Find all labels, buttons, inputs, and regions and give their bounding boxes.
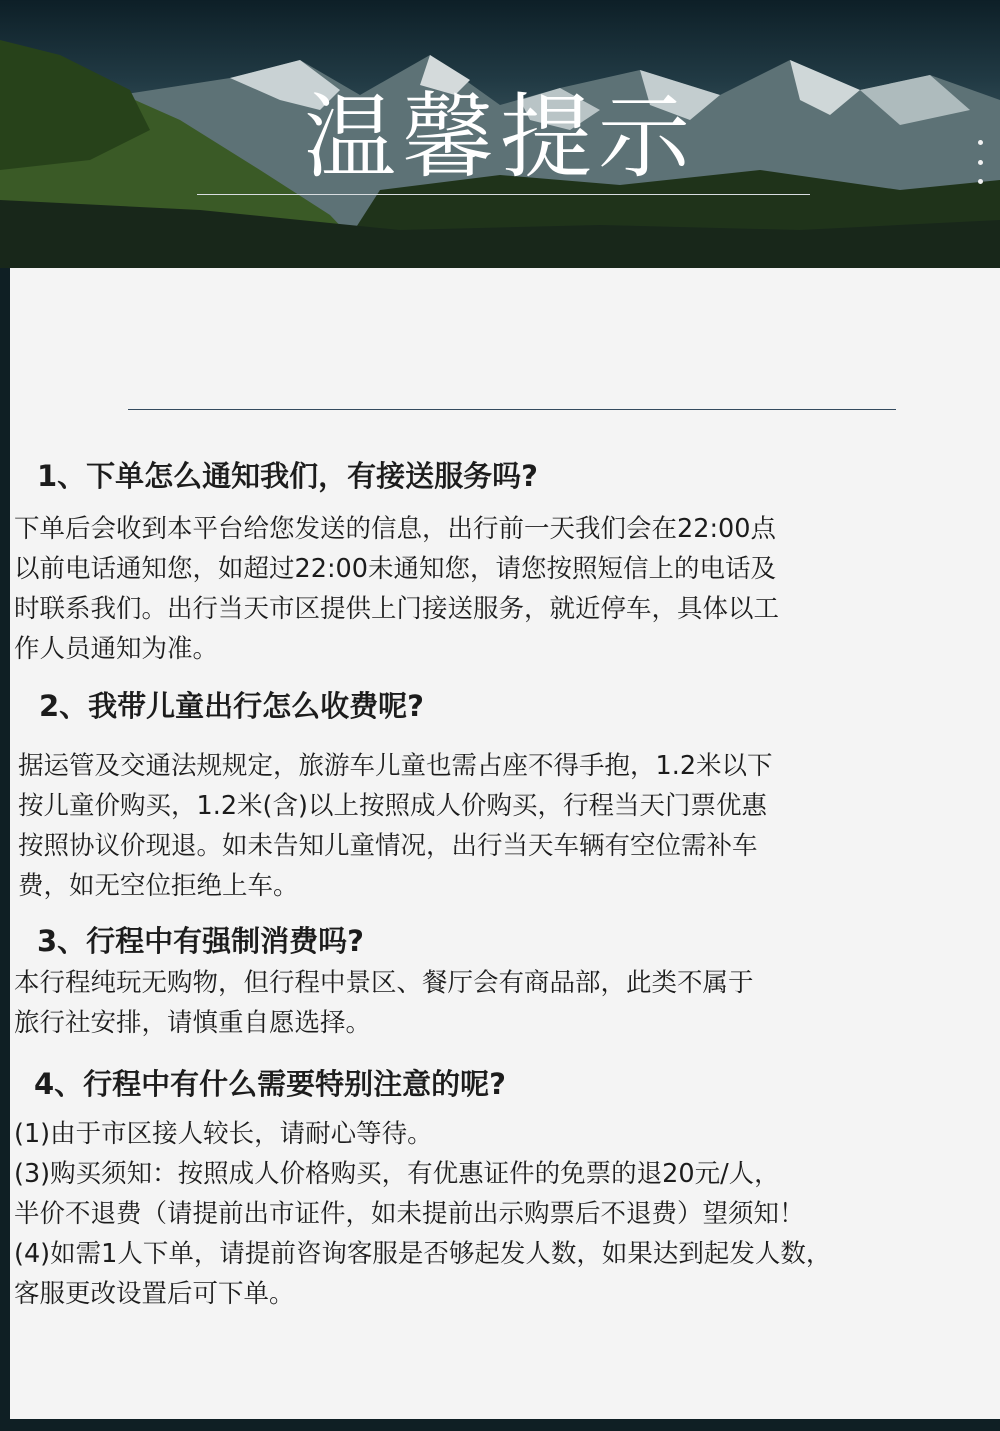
text-line: 按照协议价现退。如未告知儿童情况，出行当天车辆有空位需补车 bbox=[18, 831, 758, 861]
more-options-icon[interactable] bbox=[968, 140, 992, 184]
section-body-4 bbox=[14, 1114, 831, 1314]
text-line: 旅行社安排，请慎重自愿选择。 bbox=[14, 1008, 372, 1038]
text-line: (4)如需1人下单，请提前咨询客服是否够起发人数，如果达到起发人数， bbox=[14, 1239, 832, 1269]
header-banner bbox=[0, 0, 1000, 268]
text-line: 时联系我们。出行当天市区提供上门接送服务，就近停车，具体以工 bbox=[14, 594, 780, 624]
section-heading-1: 1、下单怎么通知我们，有接送服务吗? bbox=[37, 459, 539, 493]
text-line: 半价不退费（请提前出市证件，如未提前出示购票后不退费）望须知！ bbox=[14, 1199, 805, 1229]
notice-card bbox=[10, 268, 1000, 1419]
text-line: 本行程纯玩无购物，但行程中景区、餐厅会有商品部，此类不属于 bbox=[14, 968, 754, 998]
text-line: 作人员通知为准。 bbox=[14, 634, 219, 664]
text-line: 下单后会收到本平台给您发送的信息，出行前一天我们会在22:00点 bbox=[14, 514, 776, 544]
text-line: (1)由于市区接人较长，请耐心等待。 bbox=[14, 1119, 433, 1149]
section-divider bbox=[128, 409, 896, 410]
section-heading-3: 3、行程中有强制消费吗? bbox=[37, 924, 365, 958]
section-heading-4: 4、行程中有什么需要特别注意的呢? bbox=[34, 1067, 507, 1101]
title-underline bbox=[197, 194, 810, 195]
section-body-3 bbox=[14, 963, 754, 1043]
page-title: 温馨提示 bbox=[303, 84, 696, 191]
text-line: 客服更改设置后可下单。 bbox=[14, 1279, 295, 1309]
section-heading-2: 2、我带儿童出行怎么收费呢? bbox=[39, 689, 425, 723]
section-body-2 bbox=[18, 746, 773, 906]
text-line: 按儿童价购买，1.2米(含)以上按照成人价购买，行程当天门票优惠 bbox=[18, 791, 767, 821]
text-line: 费，如无空位拒绝上车。 bbox=[18, 871, 299, 901]
text-line: 据运管及交通法规规定，旅游车儿童也需占座不得手抱，1.2米以下 bbox=[18, 751, 773, 781]
text-line: 以前电话通知您，如超过22:00未通知您，请您按照短信上的电话及 bbox=[14, 554, 776, 584]
text-line: (3)购买须知：按照成人价格购买，有优惠证件的免票的退20元/人， bbox=[14, 1159, 780, 1189]
section-body-1 bbox=[14, 509, 779, 669]
